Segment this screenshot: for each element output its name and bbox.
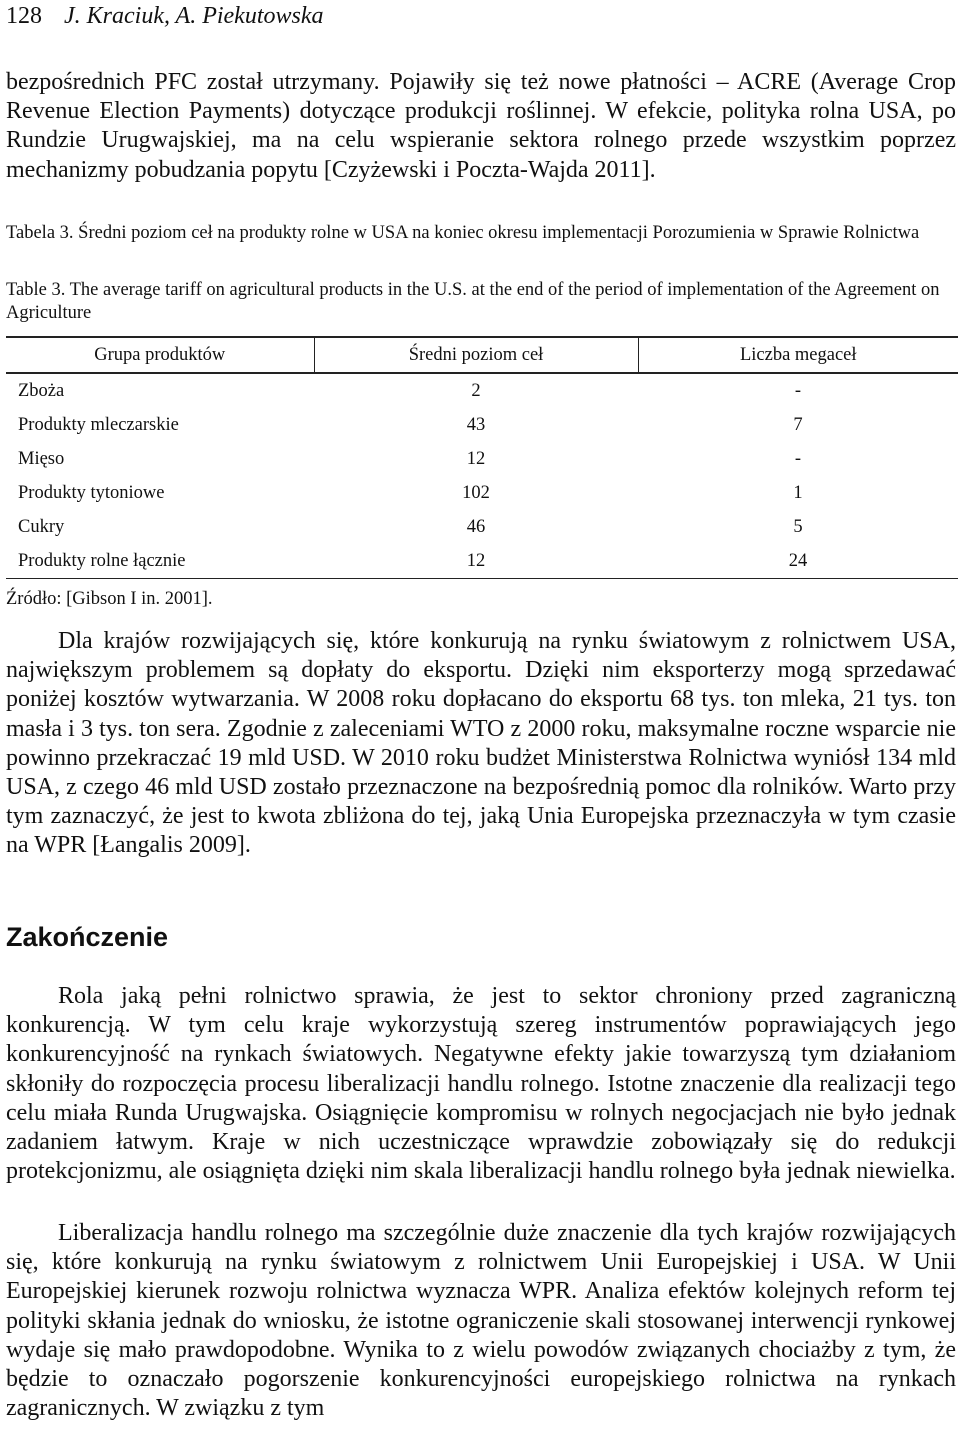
cell-group: Cukry	[18, 516, 65, 537]
table-row	[6, 408, 958, 442]
cell-megatariffs: -	[794, 380, 802, 401]
cell-average: 46	[466, 516, 486, 537]
body-paragraph-2: Dla krajów rozwijających się, które konkurują na rynku światowym z rolnictwem USA, największym problemem są dopłaty do eksportu. Dzięki nim eksporterzy mogą sprzedawać poniżej kosztów wytwarzania. W 2008 roku dopłacano do eksportu 68 tys. ton mleka, 21 tys. ton masła i 3 tys. ton sera. Zgodnie z zaleceniami WTO z 2000 roku, maksymalne roczne wsparcie nie powinno przekraczać 19 mld USD. W 2010 roku budżet Ministerstwa Rolnictwa wyniósł 134 mld USA, z czego 46 mld USD zostało przeznaczone na bezpośrednią pomoc dla rolników. Warto przy tym zaznaczyć, że jest to kwota zbliżona do tej, jaką Unia Europejska przeznaczyła w tym czasie na WPR [Łangalis 2009].	[6, 628, 956, 859]
cell-average: 2	[471, 380, 481, 401]
conclusion-paragraph-1: Rola jaką pełni rolnictwo sprawia, że jest to sektor chroniony przed zagraniczną konkurencją. W tym celu kraje wykorzystują szereg instrumentów poprawiających jego konkurencyjność na rynkach światowych. Negatywne efekty jakie towarzyszą tym działaniom skłoniły do rozpoczęcia procesu liberalizacji handlu rolnego. Istotne znaczenie dla realizacji tego celu miała Runda Urugwajska. Osiągnięcie kompromisu w rolnych negocjacjach nie było jednak zadaniem łatwym. Kraje w nich uczestniczące wprawdzie zobowiązały się do redukcji protekcjonizmu, ale osiągnięta dzięki nim skala liberalizacji handlu rolnego była jednak niewielka.	[6, 983, 956, 1185]
cell-group: Zboża	[18, 380, 65, 401]
running-header-authors: J. Kraciuk, A. Piekutowska	[64, 3, 324, 29]
column-header-average: Średni poziom ceł	[314, 337, 638, 373]
table-caption-pl: Tabela 3. Średni poziom ceł na produkty rolne w USA na koniec okresu implementacji Porozumienia w Sprawie Rolnictwa	[6, 223, 920, 243]
conclusion-paragraph-2: Liberalizacja handlu rolnego ma szczególnie duże znaczenie dla tych krajów rozwijających się, które konkurują na rynku światowym z rolnictwem Unii Europejskiej i USA. W Unii Europejskiej kierunek rozwoju rolnictwa wyznacza WPR. Analiza efektów kolejnych reform tej polityki skłania jednak do wniosku, że istotne ograniczenie skali stosowanej interwencji rynkowej wydaje się mało prawdopodobne. Wynika to z wielu powodów związanych chociażby z tym, że będzie to oznaczało pogorszenie konkurencyjności europejskiego rolnictwa na rynkach zagranicznych. W związku z tym	[6, 1220, 956, 1422]
page-number: 128	[6, 3, 42, 29]
cell-megatariffs: 24	[638, 544, 958, 579]
cell-megatariffs: -	[794, 448, 802, 469]
tariff-table	[6, 336, 958, 579]
table-caption-en: Table 3. The average tariff on agricultural products in the U.S. at the end of the period of implementation of the Agreement on Agriculture	[6, 280, 940, 323]
cell-group: Produkty rolne łącznie	[6, 544, 314, 579]
cell-average: 43	[466, 414, 486, 435]
table-source: Źródło: [Gibson I in. 2001].	[6, 589, 213, 609]
table-row	[6, 544, 958, 579]
cell-group: Produkty tytoniowe	[18, 482, 165, 503]
section-heading: Zakończenie	[6, 922, 169, 952]
cell-average: 12	[466, 448, 486, 469]
table-row	[6, 373, 958, 408]
cell-group: Produkty mleczarskie	[18, 414, 179, 435]
table-row	[6, 510, 958, 544]
table-header-row	[6, 337, 958, 373]
cell-megatariffs: 1	[793, 482, 803, 503]
column-header-megatariffs: Liczba megaceł	[638, 337, 958, 373]
column-header-group: Grupa produktów	[6, 337, 314, 373]
cell-average: 102	[462, 482, 490, 503]
table-row	[6, 442, 958, 476]
cell-average: 12	[314, 544, 638, 579]
cell-megatariffs: 7	[793, 414, 803, 435]
cell-group: Mięso	[18, 448, 65, 469]
body-paragraph-1: bezpośrednich PFC został utrzymany. Pojawiły się też nowe płatności – ACRE (Average Crop Revenue Election Payments) dotyczące produkcji roślinnej. W efekcie, polityka rolna USA, po Rundzie Urugwajskiej, ma na celu wspieranie sektora rolnego przede wszystkim poprzez mechanizmy pobudzania popytu [Czyżewski i Poczta-Wajda 2011].	[6, 69, 956, 183]
cell-megatariffs: 5	[793, 516, 803, 537]
running-header	[6, 2, 324, 30]
table-row	[6, 476, 958, 510]
